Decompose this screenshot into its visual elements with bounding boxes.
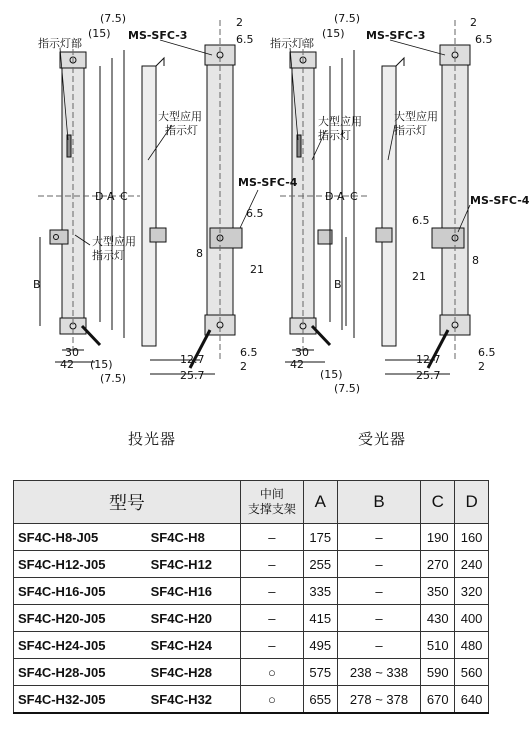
dim-2-bot-rx: 2 [478,360,485,373]
cell-d: 160 [455,524,489,551]
label-large-indicator-rx2-l2: 指示灯 [318,129,351,142]
dim-42-tx: 42 [60,358,74,371]
label-ms-sfc3-rx: MS-SFC-3 [366,29,426,42]
cell-model2: SF4C-H8 [141,524,241,551]
cell-b: – [337,632,421,659]
dim-c-tx: C [120,190,128,203]
dim-2-bot-tx: 2 [240,360,247,373]
label-large-indicator-tx1-l2: 指示灯 [165,124,198,137]
label-ms-sfc4-tx: MS-SFC-4 [238,176,298,189]
header-a: A [303,481,337,524]
table-row [14,605,489,632]
table-row [14,578,489,605]
dim-6-5-bot-rx: 6.5 [478,346,496,359]
cell-model2: SF4C-H24 [141,632,241,659]
label-large-indicator-tx2-l2: 指示灯 [92,249,125,262]
cell-c: 430 [421,605,455,632]
cell-support: – [240,605,303,632]
cell-d: 400 [455,605,489,632]
dim-6-5-top-tx: 6.5 [236,33,254,46]
table-row [14,659,489,686]
cell-support: – [240,632,303,659]
dim-b-tx: B [33,278,41,291]
cell-a: 415 [303,605,337,632]
cell-b: – [337,605,421,632]
cell-model1: SF4C-H20-J05 [14,605,141,632]
cell-model1: SF4C-H28-J05 [14,659,141,686]
cell-model2: SF4C-H32 [141,686,241,714]
cell-support: – [240,578,303,605]
cell-model2: SF4C-H28 [141,659,241,686]
dim-6-5-mid-rx: 6.5 [412,214,430,227]
cell-a: 175 [303,524,337,551]
label-large-indicator-rx1-l2: 指示灯 [394,124,427,137]
dim-8-tx: 8 [196,247,203,260]
cell-model2: SF4C-H12 [141,551,241,578]
cell-c: 510 [421,632,455,659]
table-row [14,551,489,578]
dim-7-5-bot-tx: (7.5) [100,372,127,385]
table-row [14,632,489,659]
dim-d-tx: D [95,190,104,203]
dim-30-rx: 30 [295,346,309,359]
cell-d: 480 [455,632,489,659]
caption-emitter: 投光器 [128,430,177,448]
dimension-table [13,480,489,714]
cell-b: – [337,524,421,551]
label-ms-sfc4-rx: MS-SFC-4 [470,194,530,207]
label-large-indicator-rx1-l1: 大型应用 [394,110,438,123]
cell-a: 575 [303,659,337,686]
dim-25-7-rx: 25.7 [416,369,441,382]
cell-b: 278 ~ 378 [337,686,421,714]
cell-a: 495 [303,632,337,659]
label-ms-sfc3-tx: MS-SFC-3 [128,29,188,42]
cell-d: 320 [455,578,489,605]
label-indicator-tx: 指示灯部 [38,37,82,50]
caption-receiver: 受光器 [358,430,407,448]
cell-c: 590 [421,659,455,686]
cell-a: 655 [303,686,337,714]
dim-42-rx: 42 [290,358,304,371]
header-b: B [337,481,421,524]
cell-c: 670 [421,686,455,714]
dim-6-5-top-rx: 6.5 [475,33,493,46]
dim-8-rx: 8 [472,254,479,267]
header-model: 型号 [14,481,241,524]
header-c: C [421,481,455,524]
cell-d: 640 [455,686,489,714]
cell-support: ○ [240,686,303,714]
label-large-indicator-rx2-l1: 大型应用 [318,115,362,128]
dim-6-5-mid-tx: 6.5 [246,207,264,220]
header-support [240,481,303,524]
cell-model1: SF4C-H8-J05 [14,524,141,551]
dim-a-tx: A [107,190,115,203]
dim-21-tx: 21 [250,263,264,276]
cell-a: 255 [303,551,337,578]
header-support-line1: 中间 [259,487,284,501]
cell-b: 238 ~ 338 [337,659,421,686]
cell-b: – [337,578,421,605]
dim-a-rx: A [337,190,345,203]
cell-support: ○ [240,659,303,686]
cell-support: – [240,551,303,578]
dim-12-7-rx: 12.7 [416,353,441,366]
dim-15-bot-tx: (15) [90,358,113,371]
cell-a: 335 [303,578,337,605]
dim-2-top-rx: 2 [470,16,477,29]
header-d: D [455,481,489,524]
dim-21-rx: 21 [412,270,426,283]
dim-2-top-tx: 2 [236,16,243,29]
cell-model1: SF4C-H16-J05 [14,578,141,605]
label-indicator-rx: 指示灯部 [270,37,314,50]
dim-12-7-tx: 12.7 [180,353,205,366]
table-header-row [14,481,489,524]
cell-c: 190 [421,524,455,551]
dim-7-5-top-tx: (7.5) [100,12,127,25]
cell-model2: SF4C-H16 [141,578,241,605]
cell-d: 240 [455,551,489,578]
cell-support: – [240,524,303,551]
dim-6-5-bot-tx: 6.5 [240,346,258,359]
dim-25-7-tx: 25.7 [180,369,205,382]
header-support-line2: 支撑支架 [247,502,296,516]
table-row [14,524,489,551]
dim-7-5-top-rx: (7.5) [334,12,361,25]
cell-model1: SF4C-H32-J05 [14,686,141,714]
label-large-indicator-tx2-l1: 大型应用 [92,235,136,248]
dim-d-rx: D [325,190,334,203]
dim-30-tx: 30 [65,346,79,359]
dim-15-top-tx: (15) [88,27,111,40]
dim-15-bot-rx: (15) [320,368,343,381]
dim-7-5-bot-rx: (7.5) [334,382,361,395]
dim-b-rx: B [334,278,342,291]
cell-b: – [337,551,421,578]
dim-c-rx: C [350,190,358,203]
cell-model1: SF4C-H12-J05 [14,551,141,578]
cell-d: 560 [455,659,489,686]
cell-model1: SF4C-H24-J05 [14,632,141,659]
dim-15-top-rx: (15) [322,27,345,40]
cell-model2: SF4C-H20 [141,605,241,632]
cell-c: 350 [421,578,455,605]
label-large-indicator-tx1-l1: 大型应用 [158,110,202,123]
cell-c: 270 [421,551,455,578]
table-row [14,686,489,714]
